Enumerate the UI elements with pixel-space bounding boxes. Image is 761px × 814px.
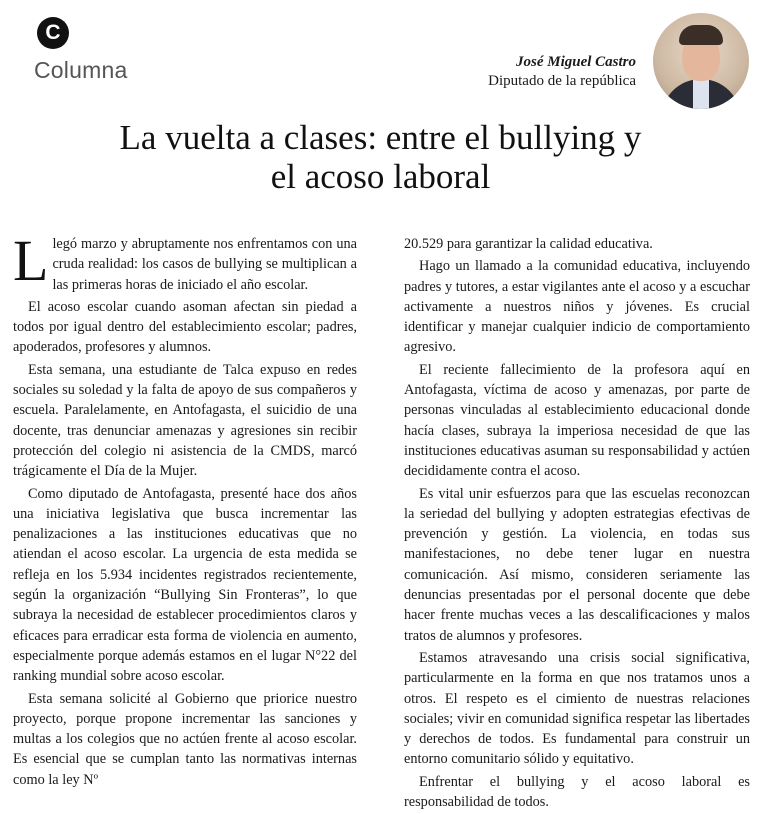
paragraph-text: legó marzo y abruptamente nos enfrentamos con una cruda realidad: los casos de bullying se multiplican a las primeras horas de iniciado el año escolar. — [52, 236, 357, 293]
paragraph: El reciente fallecimiento de la profesora aquí en Antofagasta, víctima de acoso y amenazas, por parte de personas vinculadas al establecimiento educacional donde hacía clases, subraya la imperiosa necesidad de que las instituciones educativas asuman su responsabilidad y actúen decididamente contra el acoso. — [404, 361, 750, 480]
paragraph: Enfrentar el bullying y el acoso laboral es responsabilidad de todos. — [404, 773, 750, 811]
author-role: Diputado de la república — [488, 73, 636, 89]
article-column-right — [404, 234, 750, 814]
paragraph: Como diputado de Antofagasta, presenté hace dos años una iniciativa legislativa que busca incrementar las penalizaciones a las instituciones educativas que no atiendan el acoso escolar. La urgencia de esta medida se refleja en los 5.934 incidentes registrados recientemente, según la organización “Bullying Sin Fronteras”, lo que subraya la necesidad de establecer procedimientos claros y eficaces para erradicar esta forma de violencia en aumento, especialmente porque además estamos en el lugar N°22 del ranking mundial sobre acoso escolar. — [13, 485, 357, 685]
photo-hair — [679, 25, 723, 45]
author-name: José Miguel Castro — [515, 54, 636, 70]
paragraph: Estamos atravesando una crisis social significativa, particularmente en la forma en que nos tratamos unos a otros. El respeto es el cimiento de nuestras relaciones sociales; vivir en comunidad significa respetar las libertades y derechos de todos. Es fundamental para construir un entorno comunitario sólido y equitativo. — [404, 649, 750, 768]
headline-line-1: La vuelta a clases: entre el bullying y — [119, 118, 642, 157]
paragraph: Es vital unir esfuerzos para que las escuelas reconozcan la seriedad del bullying y adopten estrategias efectivas de prevención y gestión. La violencia, en todas sus manifestaciones, no debe tener lugar en nuestra comunicación. Así mismo, consideren seriamente las denuncias presentadas por el personal docente que debe hacer frente muchas veces a las descalificaciones y malos tratos de alumnos y profesores. — [404, 485, 750, 644]
paragraph: Esta semana solicité al Gobierno que priorice nuestro proyecto, porque propone incrementar las sanciones y multas a los colegios que no actúen frente al acoso escolar. Es esencial que se cumplan tanto las normativas internas como la ley Nº — [13, 690, 357, 788]
drop-cap: L — [13, 228, 49, 293]
headline-line-2: el acoso laboral — [270, 157, 491, 196]
publication-logo: C — [37, 17, 69, 49]
paragraph: Hago un llamado a la comunidad educativa, incluyendo padres y tutores, a estar vigilantes ante el acoso y a escuchar activamente a nuestros niños y jóvenes. Es crucial identificar y manejar cualquier indicio de comportamiento agresivo. — [404, 258, 750, 356]
article-headline — [60, 118, 701, 196]
paragraph — [13, 228, 357, 295]
section-label: Columna — [34, 57, 128, 83]
paragraph: 20.529 para garantizar la calidad educativa. — [404, 236, 653, 252]
paragraph: El acoso escolar cuando asoman afectan sin piedad a todos por igual dentro del establecimiento escolar; padres, apoderados, profesores y alumnos. — [13, 298, 357, 356]
byline — [488, 53, 636, 91]
author-photo — [653, 13, 749, 109]
photo-shirt — [693, 79, 709, 109]
paragraph: Esta semana, una estudiante de Talca expuso en redes sociales su soledad y la falta de apoyo de sus compañeros y escuela. Paralelamente, en Antofagasta, el suicidio de una docente, tras denunciar amenazas y agresiones sin recibir protección del colegio ni asistencia de la CMDS, marcó trágicamente el Día de la Mujer. — [13, 361, 357, 480]
article-column-left — [13, 228, 357, 792]
